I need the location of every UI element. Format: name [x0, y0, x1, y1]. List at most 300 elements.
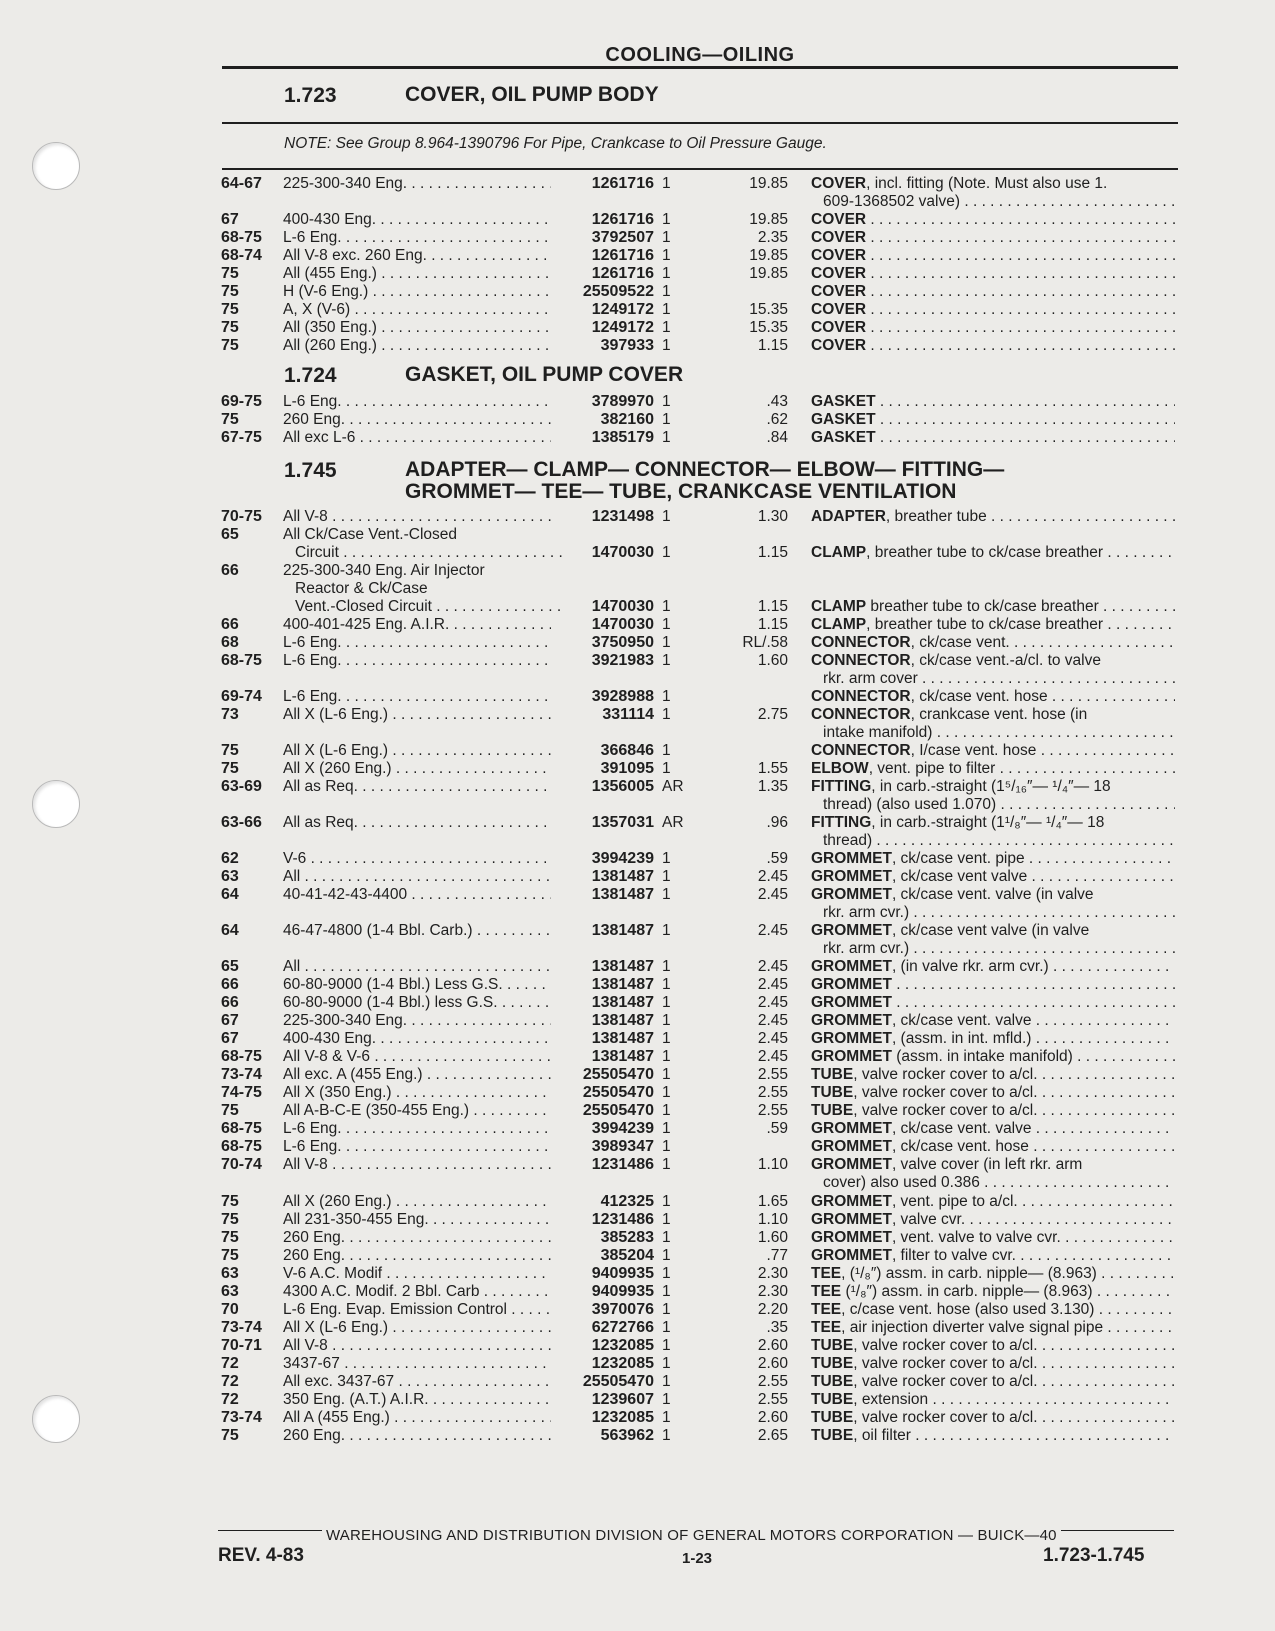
part-detail: , breather tube: [885, 508, 987, 525]
application: 260 Eng. . . .: [283, 411, 551, 429]
parts-row: [0, 1211, 1275, 1229]
parts-row: [0, 283, 1275, 301]
parts-row: [0, 994, 1275, 1012]
parts-row: [0, 1247, 1275, 1265]
quantity: 1: [662, 175, 671, 192]
application: 40-41-42-43-4400 . . .: [283, 886, 551, 904]
part-detail: , valve cover (in left rkr. arm: [891, 1156, 1083, 1173]
model-year: 64: [221, 922, 239, 939]
quantity: 1: [662, 1048, 671, 1065]
application: 225-300-340 Eng. . . .: [283, 175, 551, 193]
list-price: 19.85: [749, 175, 788, 192]
part-number: 3928988: [591, 688, 654, 705]
model-year: 75: [221, 760, 239, 777]
part-description: [811, 1066, 1175, 1084]
model-year: 63-66: [221, 814, 262, 831]
list-price: 2.45: [757, 868, 788, 885]
part-name: CLAMP: [811, 598, 867, 615]
part-number: 1381487: [591, 958, 654, 975]
quantity: 1: [662, 265, 671, 282]
quantity: 1: [662, 211, 671, 228]
part-description: [811, 1156, 1175, 1174]
part-number: 3994239: [591, 850, 654, 867]
parts-row: [0, 1084, 1275, 1102]
part-description: [811, 508, 1175, 526]
application: All exc. A (455 Eng.) . . .: [283, 1066, 551, 1084]
part-name: GASKET: [811, 429, 876, 446]
quantity: 1: [662, 1247, 671, 1264]
model-year: 66: [221, 994, 239, 1011]
part-detail: , (in valve rkr. arm cvr.): [891, 958, 1049, 975]
parts-row: [0, 976, 1275, 994]
parts-row: [0, 1156, 1275, 1174]
part-detail: , ck/case vent. valve (in valve: [891, 886, 1094, 903]
part-description: [811, 814, 1175, 832]
parts-row: [0, 1301, 1275, 1319]
quantity: 1: [662, 958, 671, 975]
part-detail: breather tube to ck/case breather: [866, 598, 1099, 615]
parts-row: [0, 1409, 1275, 1427]
model-year: 75: [221, 1427, 239, 1444]
model-year: 72: [221, 1355, 239, 1372]
part-name: CONNECTOR: [811, 706, 911, 723]
model-year: 68-74: [221, 247, 262, 264]
part-name: GROMMET: [811, 976, 892, 993]
list-price: RL/.58: [742, 634, 788, 651]
list-price: 2.30: [757, 1283, 788, 1300]
part-description: [811, 1229, 1175, 1247]
part-description: [811, 1138, 1175, 1156]
model-year: 67-75: [221, 429, 262, 446]
parts-row: [0, 211, 1275, 229]
part-name: GROMMET: [811, 1193, 892, 1210]
parts-row: [0, 616, 1275, 634]
part-number: 1381487: [591, 1012, 654, 1029]
section-title: ADAPTER— CLAMP— CONNECTOR— ELBOW— FITTING—: [405, 458, 1005, 481]
application: 60-80-9000 (1-4 Bbl.) Less G.S. . . .: [283, 976, 551, 994]
list-price: 2.65: [757, 1427, 788, 1444]
part-number: 1381487: [591, 922, 654, 939]
part-number: 3789970: [591, 393, 654, 410]
part-description: [811, 1409, 1175, 1427]
list-price: 1.55: [757, 760, 788, 777]
part-detail: , extension: [853, 1391, 929, 1408]
quantity: 1: [662, 1373, 671, 1390]
section-number: 1.724: [284, 364, 337, 387]
part-name: GROMMET: [811, 1048, 892, 1065]
part-description: [811, 1247, 1175, 1265]
part-name: COVER: [811, 301, 867, 318]
part-description: [811, 742, 1175, 760]
quantity: 1: [662, 616, 671, 633]
part-number: 9409935: [591, 1283, 654, 1300]
parts-row: [0, 1030, 1275, 1048]
list-price: 2.60: [757, 1355, 788, 1372]
quantity: 1: [662, 337, 671, 354]
parts-row: [0, 1012, 1275, 1030]
parts-row: [0, 742, 1275, 760]
part-description: [811, 958, 1175, 976]
part-detail: , ck/case vent. pipe: [891, 850, 1025, 867]
model-year: 75: [221, 1247, 239, 1264]
part-name: GROMMET: [811, 850, 892, 867]
part-detail: , incl. fitting (Note. Must also use 1.: [866, 175, 1108, 192]
application: L-6 Eng. . . .: [283, 652, 551, 670]
application: 260 Eng. . . .: [283, 1247, 551, 1265]
list-price: .35: [766, 1319, 788, 1336]
list-price: 2.45: [757, 1048, 788, 1065]
application: All . . .: [283, 958, 551, 976]
part-number: 1239607: [591, 1391, 654, 1408]
part-detail: , ck/case vent. valve: [891, 1120, 1032, 1137]
application: 225-300-340 Eng. . . .: [283, 1012, 551, 1030]
application: All V-8 . . .: [283, 1337, 551, 1355]
part-name: CLAMP: [811, 616, 867, 633]
part-number: 397933: [600, 337, 654, 354]
parts-row: [0, 544, 1275, 562]
part-number: 6272766: [591, 1319, 654, 1336]
parts-row: [0, 1283, 1275, 1301]
quantity: 1: [662, 1193, 671, 1210]
parts-row: [0, 850, 1275, 868]
list-price: 1.60: [757, 1229, 788, 1246]
part-name: GASKET: [811, 411, 876, 428]
application: All X (350 Eng.) . . .: [283, 1084, 551, 1102]
parts-row: [0, 526, 1275, 544]
part-description: [811, 337, 1175, 355]
parts-row: [0, 652, 1275, 670]
application: 400-430 Eng. . . .: [283, 211, 551, 229]
parts-row: [0, 562, 1275, 580]
part-detail: , valve rocker cover to a/cl.: [853, 1373, 1038, 1390]
part-number: 1232085: [591, 1355, 654, 1372]
model-year: 70-75: [221, 508, 262, 525]
part-number: 25505470: [582, 1102, 654, 1119]
model-year: 69-74: [221, 688, 262, 705]
part-detail: , valve cvr.: [891, 1211, 966, 1228]
model-year: 67: [221, 1030, 239, 1047]
part-detail: , air injection diverter valve signal pipe: [841, 1319, 1104, 1336]
parts-row: [0, 1066, 1275, 1084]
part-name: TEE: [811, 1319, 842, 1336]
part-description: [811, 1048, 1175, 1066]
part-description: [811, 778, 1175, 796]
part-name: TEE: [811, 1301, 842, 1318]
part-detail: , ck/case vent. valve: [891, 1012, 1032, 1029]
quantity: 1: [662, 1138, 671, 1155]
part-name: GROMMET: [811, 1120, 892, 1137]
part-description-continued: 609-1368502 valve) . . .: [823, 193, 1175, 211]
quantity: 1: [662, 760, 671, 777]
part-number: 385204: [600, 1247, 654, 1264]
part-detail: , c/case vent. hose (also used 3.130): [841, 1301, 1095, 1318]
part-number: 1261716: [591, 247, 654, 264]
quantity: 1: [662, 1391, 671, 1408]
quantity: 1: [662, 1337, 671, 1354]
part-name: COVER: [811, 319, 867, 336]
part-number: 3792507: [591, 229, 654, 246]
part-name: GROMMET: [811, 1156, 892, 1173]
part-detail: , valve rocker cover to a/cl.: [853, 1066, 1038, 1083]
parts-row: [0, 1102, 1275, 1120]
model-year: 73-74: [221, 1409, 262, 1426]
part-number: 1470030: [591, 616, 654, 633]
note-rule-bottom: [222, 168, 1178, 170]
part-number: 1231486: [591, 1156, 654, 1173]
quantity: 1: [662, 229, 671, 246]
note-rule-top: [222, 122, 1178, 124]
application: All X (L-6 Eng.) . . .: [283, 706, 551, 724]
parts-row: [0, 688, 1275, 706]
section-number: 1.723: [284, 84, 337, 107]
quantity: 1: [662, 634, 671, 651]
part-description: [811, 1355, 1175, 1373]
parts-row: [0, 393, 1275, 411]
part-number: 1381487: [591, 868, 654, 885]
quantity: 1: [662, 1084, 671, 1101]
part-description: [811, 1283, 1175, 1301]
part-description-continued: intake manifold) . . .: [823, 724, 1175, 742]
parts-row: [0, 1427, 1275, 1445]
part-detail: (assm. in intake manifold): [891, 1048, 1073, 1065]
part-detail: , oil filter: [853, 1427, 911, 1444]
part-number: 1381487: [591, 1048, 654, 1065]
parts-row: [0, 778, 1275, 796]
part-detail: , ck/case vent valve (in valve: [891, 922, 1090, 939]
parts-row: [0, 886, 1275, 904]
part-number: 1232085: [591, 1337, 654, 1354]
list-price: 19.85: [749, 247, 788, 264]
quantity: 1: [662, 301, 671, 318]
part-name: GASKET: [811, 393, 876, 410]
part-number: 9409935: [591, 1265, 654, 1282]
quantity: 1: [662, 976, 671, 993]
parts-row: [0, 229, 1275, 247]
model-year: 70-74: [221, 1156, 262, 1173]
model-year: 74-75: [221, 1084, 262, 1101]
part-number: 25505470: [582, 1066, 654, 1083]
part-description-continued: thread) (also used 1.070) . . .: [823, 796, 1175, 814]
part-number: 1261716: [591, 211, 654, 228]
list-price: 19.85: [749, 211, 788, 228]
part-name: TUBE: [811, 1391, 854, 1408]
parts-row: [0, 814, 1275, 832]
part-number: 3989347: [591, 1138, 654, 1155]
part-number: 385283: [600, 1229, 654, 1246]
application: All exc L-6 . . .: [283, 429, 551, 447]
model-year: 73: [221, 706, 239, 723]
quantity: 1: [662, 1409, 671, 1426]
part-description: [811, 1030, 1175, 1048]
list-price: 1.15: [757, 337, 788, 354]
part-description: [811, 1265, 1175, 1283]
quantity: 1: [662, 1427, 671, 1444]
application: 46-47-4800 (1-4 Bbl. Carb.) . . .: [283, 922, 551, 940]
quantity: AR: [662, 814, 684, 831]
quantity: 1: [662, 1301, 671, 1318]
list-price: 1.15: [757, 598, 788, 615]
model-year: 75: [221, 337, 239, 354]
part-description: [811, 1301, 1175, 1319]
application: L-6 Eng. . . .: [283, 1120, 551, 1138]
part-description: [811, 544, 1175, 562]
model-year: 67: [221, 211, 239, 228]
model-year: 68-75: [221, 1138, 262, 1155]
part-number: 1231498: [591, 508, 654, 525]
application: 225-300-340 Eng. Air Injector: [283, 562, 485, 579]
part-description: [811, 429, 1175, 447]
part-name: TUBE: [811, 1355, 854, 1372]
application: All X (L-6 Eng.) . . .: [283, 742, 551, 760]
part-name: ADAPTER: [811, 508, 886, 525]
model-year: 75: [221, 319, 239, 336]
quantity: 1: [662, 1283, 671, 1300]
part-number: 1385179: [591, 429, 654, 446]
list-price: 15.35: [749, 319, 788, 336]
parts-row: [0, 634, 1275, 652]
part-number: 1249172: [591, 301, 654, 318]
part-description-continued: cover) also used 0.386 . . .: [823, 1174, 1175, 1192]
part-number: 331114: [602, 706, 654, 723]
model-year: 66: [221, 616, 239, 633]
list-price: .62: [766, 411, 788, 428]
model-year: 72: [221, 1391, 239, 1408]
parts-row: [0, 508, 1275, 526]
part-name: GROMMET: [811, 868, 892, 885]
part-description-continued: thread) . . .: [823, 832, 1175, 850]
application: All V-8 & V-6 . . .: [283, 1048, 551, 1066]
part-name: COVER: [811, 211, 867, 228]
list-price: 2.30: [757, 1265, 788, 1282]
title-rule: [222, 66, 1178, 69]
part-name: GROMMET: [811, 958, 892, 975]
part-name: GROMMET: [811, 1012, 892, 1029]
part-name: COVER: [811, 229, 867, 246]
quantity: 1: [662, 1265, 671, 1282]
list-price: .96: [766, 814, 788, 831]
quantity: 1: [662, 393, 671, 410]
part-name: COVER: [811, 247, 867, 264]
part-description: [811, 319, 1175, 337]
part-name: GROMMET: [811, 1211, 892, 1228]
list-price: .59: [766, 850, 788, 867]
parts-row: [0, 598, 1275, 616]
list-price: 1.60: [757, 652, 788, 669]
part-description: [811, 301, 1175, 319]
part-detail: , crankcase vent. hose (in: [910, 706, 1088, 723]
part-description: [811, 1373, 1175, 1391]
part-description: [811, 886, 1175, 904]
application: L-6 Eng. Evap. Emission Control . . .: [283, 1301, 551, 1319]
part-name: CONNECTOR: [811, 652, 911, 669]
revision-label: REV. 4-83: [218, 1545, 304, 1566]
application: Circuit . . .: [295, 544, 563, 562]
list-price: 2.55: [757, 1373, 788, 1390]
part-description: [811, 1337, 1175, 1355]
part-number: 1470030: [591, 544, 654, 561]
part-detail: , in carb.-straight (1¹/₈″— ¹/₄″— 18: [871, 814, 1105, 831]
group-range: 1.723-1.745: [1043, 1545, 1145, 1566]
part-name: GROMMET: [811, 1247, 892, 1264]
part-detail: , (¹/₈″) assm. in carb. nipple— (8.963): [841, 1265, 1097, 1282]
part-description: [811, 994, 1175, 1012]
application: 260 Eng. . . .: [283, 1229, 551, 1247]
part-description: [811, 1012, 1175, 1030]
application: L-6 Eng. . . .: [283, 393, 551, 411]
list-price: 2.45: [757, 958, 788, 975]
quantity: AR: [662, 778, 684, 795]
model-year: 67: [221, 1012, 239, 1029]
application: L-6 Eng. . . .: [283, 688, 551, 706]
part-name: COVER: [811, 175, 867, 192]
application: 400-401-425 Eng. A.I.R. . . .: [283, 616, 551, 634]
quantity: 1: [662, 1012, 671, 1029]
application: 260 Eng. . . .: [283, 1427, 551, 1445]
part-description: [811, 634, 1175, 652]
application: 4300 A.C. Modif. 2 Bbl. Carb . . .: [283, 1283, 551, 1301]
part-name: TEE: [811, 1283, 842, 1300]
model-year: 66: [221, 976, 239, 993]
parts-row: [0, 1373, 1275, 1391]
quantity: 1: [662, 1229, 671, 1246]
part-name: FITTING: [811, 814, 872, 831]
part-name: ELBOW: [811, 760, 869, 777]
application: L-6 Eng. . . .: [283, 1138, 551, 1156]
part-name: TUBE: [811, 1409, 854, 1426]
list-price: 1.15: [757, 616, 788, 633]
section-title: GROMMET— TEE— TUBE, CRANKCASE VENTILATION: [405, 480, 957, 503]
part-description: [811, 1193, 1175, 1211]
part-number: 1381487: [591, 1030, 654, 1047]
part-description: [811, 175, 1175, 193]
quantity: 1: [662, 886, 671, 903]
part-number: 391095: [600, 760, 654, 777]
part-description: [811, 283, 1175, 301]
part-name: TUBE: [811, 1427, 854, 1444]
application: V-6 . . .: [283, 850, 551, 868]
parts-row: [0, 301, 1275, 319]
model-year: 64-67: [221, 175, 262, 192]
part-detail: , I/case vent. hose: [910, 742, 1037, 759]
application: L-6 Eng. . . .: [283, 229, 551, 247]
list-price: 1.10: [757, 1211, 788, 1228]
parts-row: [0, 247, 1275, 265]
part-description: [811, 1084, 1175, 1102]
model-year: 73-74: [221, 1319, 262, 1336]
part-detail: , ck/case vent. hose: [910, 688, 1048, 705]
list-price: 2.45: [757, 886, 788, 903]
quantity: 1: [662, 742, 671, 759]
model-year: 62: [221, 850, 239, 867]
list-price: 2.55: [757, 1391, 788, 1408]
application: All V-8 . . .: [283, 508, 551, 526]
application: All 231-350-455 Eng. . . .: [283, 1211, 551, 1229]
part-name: FITTING: [811, 778, 872, 795]
part-description: [811, 411, 1175, 429]
parts-row: [0, 1355, 1275, 1373]
model-year: 75: [221, 1193, 239, 1210]
part-description: [811, 247, 1175, 265]
application: Reactor & Ck/Case: [295, 580, 428, 597]
part-name: TUBE: [811, 1066, 854, 1083]
part-name: COVER: [811, 283, 867, 300]
parts-row: [0, 1265, 1275, 1283]
application: All as Req. . . .: [283, 778, 551, 796]
quantity: 1: [662, 1355, 671, 1372]
part-description: [811, 760, 1175, 778]
application: All . . .: [283, 868, 551, 886]
part-description: [811, 229, 1175, 247]
